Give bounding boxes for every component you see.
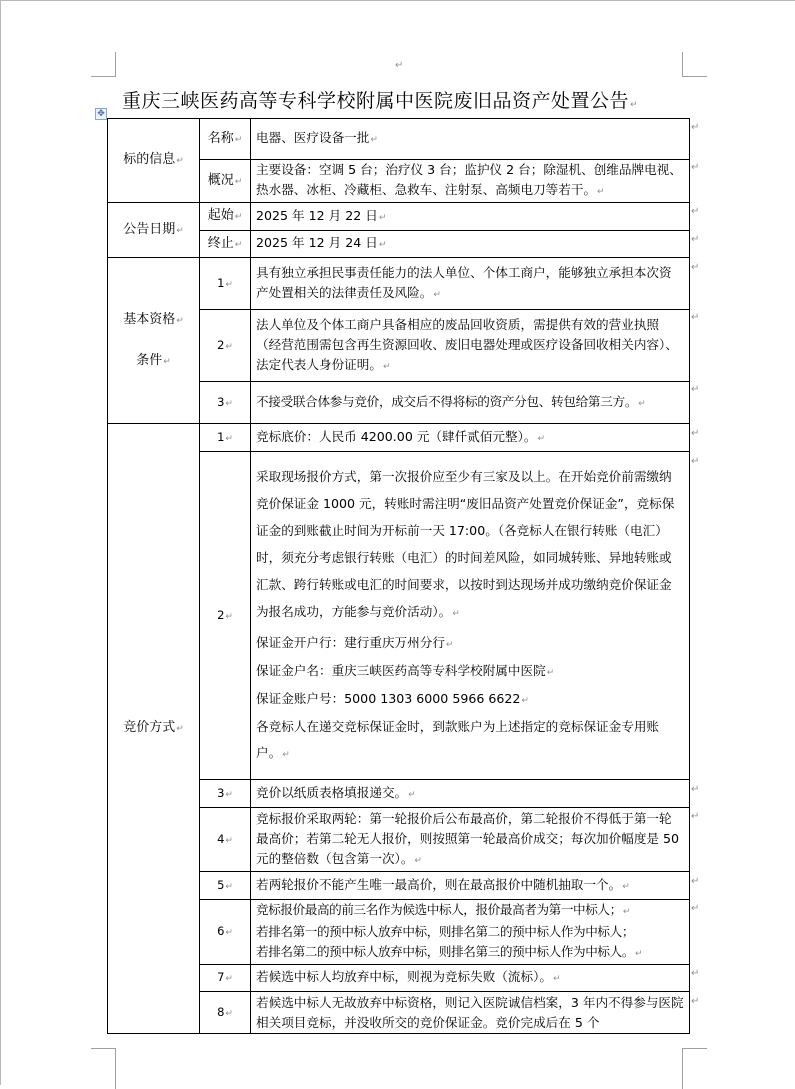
row-end-mark-icon: ↵ — [691, 312, 700, 323]
paragraph-mark-icon: ↵ — [395, 60, 404, 71]
row-end-mark-icon: ↵ — [691, 876, 700, 887]
item-number: 5↵ — [200, 872, 251, 900]
crop-mark-top-right — [682, 52, 707, 77]
qualification-item-3[interactable]: 不接受联合体参与竞价，成交后不得将标的资产分包、转包给第三方。↵ — [251, 382, 690, 424]
bidding-item-3[interactable]: 竞价以纸质表格填报递交。↵ — [251, 780, 690, 808]
bidding-item-6-line-3: 若排名第二的预中标人放弃中标，则排名第三的预中标人作为中标人。↵ — [256, 944, 643, 959]
category-notice-date: 公告日期↵ — [108, 203, 200, 258]
table-row — [108, 119, 690, 160]
item-number: 4↵ — [200, 808, 251, 872]
crop-mark-top-left — [91, 52, 116, 77]
bidding-item-6-line-2: 若排名第一的预中标人放弃中标，则排名第二的预中标人作为中标人； — [256, 924, 635, 939]
item-number: 1↵ — [200, 258, 251, 310]
value-end-date[interactable]: 2025 年 12 月 24 日↵ — [251, 231, 690, 258]
label-end: 终止↵ — [200, 231, 251, 258]
deposit-bank: 保证金开户行：建行重庆万州分行↵ — [256, 635, 454, 650]
value-name[interactable]: 电器、医疗设备一批↵ — [251, 119, 690, 160]
title-text: 重庆三峡医药高等专科学校附属中医院废旧品资产处置公告 — [122, 90, 630, 112]
bidding-item-1[interactable]: 竞标底价：人民币 4200.00 元（肆仟贰佰元整）。↵ — [251, 424, 690, 452]
label-overview: 概况↵ — [200, 160, 251, 203]
bidding-item-6[interactable] — [251, 900, 690, 965]
row-end-mark-icon: ↵ — [691, 456, 700, 467]
item-number: 1↵ — [200, 424, 251, 452]
qualification-item-1[interactable]: 具有独立承担民事责任能力的法人单位、个体工商户，能够独立承担本次资产处置相关的法律责任及风险。↵ — [251, 258, 690, 310]
row-end-mark-icon: ↵ — [691, 162, 700, 173]
row-end-mark-icon: ↵ — [691, 384, 700, 395]
row-end-mark-icon: ↵ — [691, 234, 700, 245]
row-end-mark-icon: ↵ — [691, 968, 700, 979]
row-end-mark-icon: ↵ — [691, 122, 700, 133]
bidding-item-2[interactable] — [251, 452, 690, 780]
bidding-method-text: 采取现场报价方式，第一次报价应至少有三家及以上。在开始竞价前需缴纳竞价保证金 1000 元，转账时需注明“废旧品资产处置竞价保证金”，竞标保证金的到账截止时间为开标前一天 17:00。（各竞标人在银行转账（电汇）时，须充分考虑银行转账（电汇）的时间差风险，如同城转账、异地转账或汇款、跨行转账或电汇的时间要求，以按时到达现场并成功缴纳竞价保证金为报名成功，方能参与竞价活动）。↵ — [256, 469, 675, 619]
bidding-item-7[interactable]: 若候选中标人均放弃中标，则视为竞标失败（流标）。↵ — [251, 965, 690, 992]
row-end-mark-icon: ↵ — [691, 903, 700, 914]
item-number: 2↵ — [200, 452, 251, 780]
deposit-note: 各竞标人在递交竞标保证金时，到款账户为上述指定的竞标保证金专用账户。↵ — [256, 719, 659, 760]
table-row — [108, 203, 690, 231]
deposit-account-name: 保证金户名：重庆三峡医药高等专科学校附属中医院↵ — [256, 663, 555, 678]
label-start: 起始↵ — [200, 203, 251, 231]
value-start-date[interactable]: 2025 年 12 月 22 日↵ — [251, 203, 690, 231]
document-title[interactable] — [122, 86, 682, 113]
row-end-mark-icon: ↵ — [691, 206, 700, 217]
bidding-item-4[interactable]: 竞标报价采取两轮：第一轮报价后公布最高价，第二轮报价不得低于第一轮最高价；若第二轮无人报价，则按照第一轮最高价成交；每次加价幅度是 50 元的整倍数（包含第一次）。↵ — [251, 808, 690, 872]
table-row — [108, 258, 690, 310]
item-number: 2↵ — [200, 310, 251, 382]
category-subject-info: 标的信息↵ — [108, 119, 200, 203]
item-number: 3↵ — [200, 382, 251, 424]
page-left-edge — [0, 0, 1, 1085]
category-bidding: 竞价方式↵ — [108, 424, 200, 1034]
bidding-item-6-line-1: 竞标报价最高的前三名作为候选中标人，报价最高者为第一中标人；↵ — [256, 902, 630, 917]
category-qualification: 基本资格↵ 条件↵ — [108, 258, 200, 424]
table-row — [108, 424, 690, 452]
item-number: 7↵ — [200, 965, 251, 992]
row-end-mark-icon: ↵ — [691, 428, 700, 439]
page-top-edge — [0, 0, 795, 1]
qualification-item-2[interactable]: 法人单位及个体工商户具备相应的废品回收资质，需提供有效的营业执照（经营范围需包含再生资源回收、废旧电器处理或医疗设备回收相关内容）、法定代表人身份证明。↵ — [251, 310, 690, 382]
crop-mark-bottom-left — [91, 1048, 116, 1089]
bidding-item-5[interactable]: 若两轮报价不能产生唯一最高价，则在最高报价中随机抽取一个。↵ — [251, 872, 690, 900]
paragraph-mark-icon: ↵ — [630, 100, 639, 110]
deposit-account-number: 保证金账户号：5000 1303 6000 5966 6622↵ — [256, 691, 529, 706]
item-number: 3↵ — [200, 780, 251, 808]
crop-mark-bottom-right — [682, 1048, 707, 1089]
item-number: 6↵ — [200, 900, 251, 965]
label-name: 名称↵ — [200, 119, 251, 160]
notice-table — [107, 118, 690, 1034]
item-number: 8↵ — [200, 992, 251, 1034]
table-move-handle-icon[interactable]: ✥ — [95, 108, 107, 120]
row-end-mark-icon: ↵ — [691, 262, 700, 273]
row-end-mark-icon: ↵ — [691, 784, 700, 795]
value-overview[interactable]: 主要设备：空调 5 台；治疗仪 3 台；监护仪 2 台；除湿机、创维品牌电视、热水器、冰柜、冷藏柜、急救车、注射泵、高频电刀等若干。↵ — [251, 160, 690, 203]
row-end-mark-icon: ↵ — [691, 811, 700, 822]
row-end-mark-icon: ↵ — [691, 996, 700, 1007]
bidding-item-8[interactable]: 若候选中标人无故放弃中标资格，则记入医院诚信档案，3 年内不得参与医院相关项目竞标，并没收所交的竞价保证金。竞价完成后在 5 个 — [251, 992, 690, 1034]
